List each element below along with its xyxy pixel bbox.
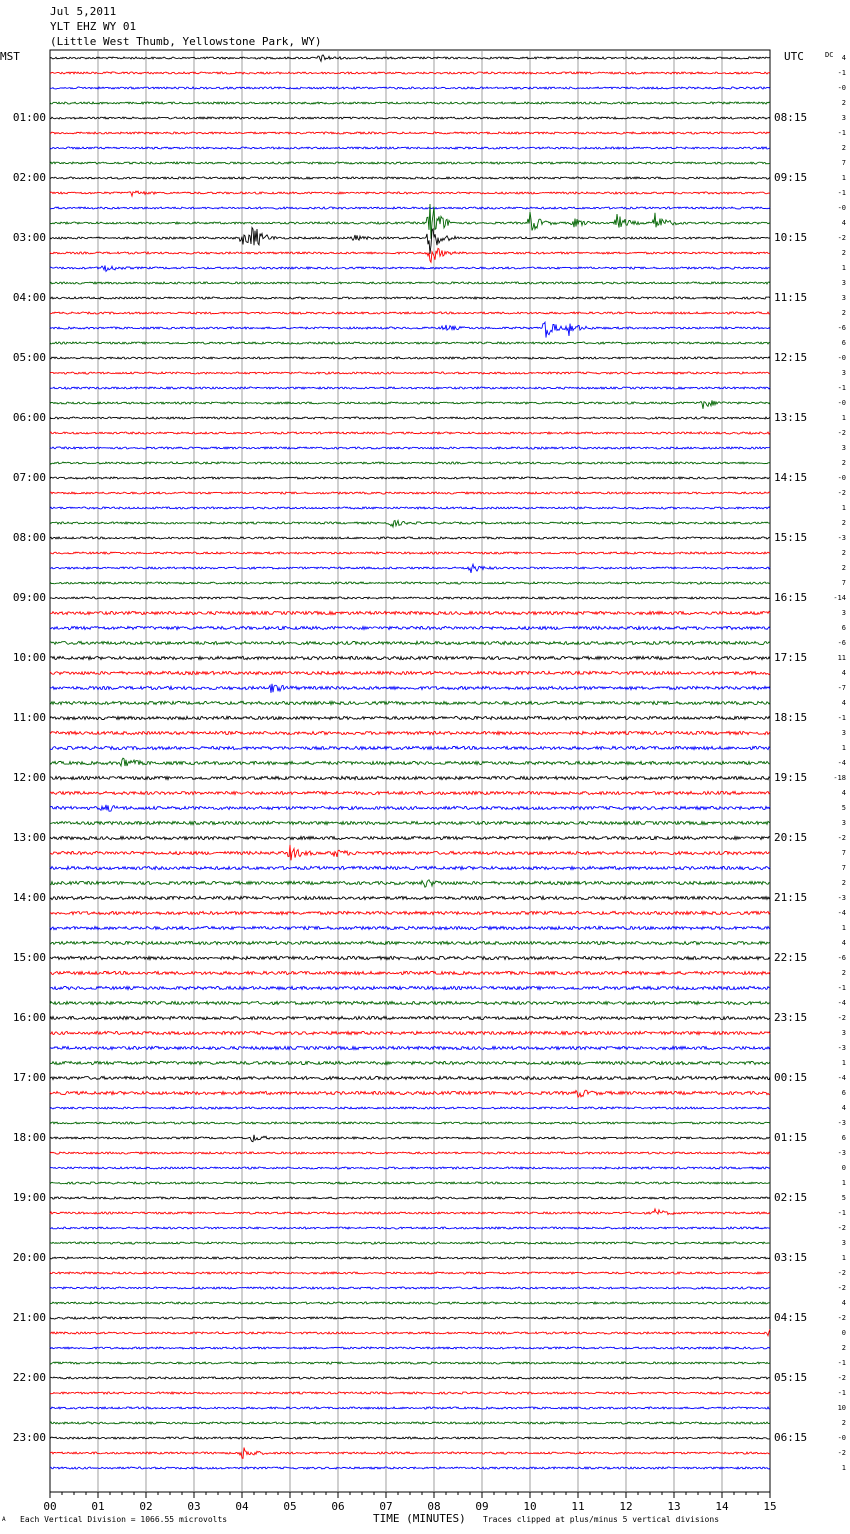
- trace-line: [50, 1437, 770, 1439]
- dc-offset-value: 4: [841, 699, 846, 707]
- trace-line: [50, 477, 770, 479]
- trace-line: [50, 866, 770, 869]
- dc-offset-value: -4: [837, 1074, 846, 1082]
- dc-offset-value: 2: [841, 309, 846, 317]
- dc-offset-value: 4: [841, 1104, 846, 1112]
- mst-hour-label: 15:00: [12, 951, 46, 964]
- dc-offset-value: 4: [841, 939, 846, 947]
- trace-line: [50, 836, 770, 839]
- trace-line: [50, 641, 770, 644]
- dc-offset-value: -0: [837, 399, 846, 407]
- utc-hour-label: 03:15: [774, 1251, 808, 1264]
- trace-line: [50, 1031, 770, 1034]
- trace-line: [50, 716, 770, 719]
- plot-frame: [50, 50, 770, 1492]
- trace-line: [50, 282, 770, 284]
- dc-offset-value: -6: [837, 639, 846, 647]
- x-tick-label: 08: [427, 1500, 441, 1513]
- trace-line: [50, 417, 770, 419]
- mst-hour-label: 06:00: [12, 411, 46, 424]
- trace-line: [50, 1090, 770, 1097]
- trace-line: [50, 1287, 770, 1289]
- trace-line: [50, 1167, 770, 1169]
- trace-line: [50, 492, 770, 494]
- trace-line: [50, 1152, 770, 1154]
- dc-offset-value: 2: [841, 879, 846, 887]
- trace-line: [50, 845, 770, 860]
- utc-hour-label: 14:15: [774, 471, 808, 484]
- mst-hour-label: 11:00: [12, 711, 46, 724]
- trace-line: [50, 1422, 770, 1424]
- trace-line: [50, 896, 770, 899]
- dc-offset-value: 5: [841, 1194, 846, 1202]
- station-code: YLT EHZ WY 01: [50, 20, 137, 33]
- dc-offset-value: -14: [833, 594, 846, 602]
- dc-offset-value: 7: [841, 579, 846, 587]
- dc-offset-value: 2: [841, 1419, 846, 1427]
- trace-line: [50, 1107, 770, 1109]
- utc-hour-label: 06:15: [774, 1431, 808, 1444]
- trace-line: [50, 821, 770, 824]
- trace-line: [50, 1046, 770, 1049]
- mst-hour-label: 13:00: [12, 831, 46, 844]
- trace-line: [50, 248, 770, 262]
- trace-line: [50, 582, 770, 584]
- mst-hour-label: 05:00: [12, 351, 46, 364]
- x-tick-label: 01: [91, 1500, 105, 1513]
- dc-offset-value: -2: [837, 1314, 846, 1322]
- utc-hour-label: 20:15: [774, 831, 808, 844]
- trace-line: [50, 1362, 770, 1364]
- trace-line: [50, 191, 770, 196]
- trace-line: [50, 507, 770, 509]
- trace-line: [50, 521, 770, 527]
- dc-offset-value: -7: [837, 684, 846, 692]
- x-tick-label: 15: [763, 1500, 777, 1513]
- utc-hour-label: 08:15: [774, 111, 808, 124]
- dc-offset-value: 1: [841, 1179, 846, 1187]
- dc-offset-value: -4: [837, 909, 846, 917]
- dc-offset-value: 0: [841, 1164, 846, 1172]
- mst-hour-label: 07:00: [12, 471, 46, 484]
- dc-offset-value: 3: [841, 114, 846, 122]
- dc-offset-value: 1: [841, 414, 846, 422]
- dc-offset-value: -4: [837, 759, 846, 767]
- dc-offset-value: 1: [841, 924, 846, 932]
- x-tick-label: 11: [571, 1500, 585, 1513]
- x-tick-label: 13: [667, 1500, 681, 1513]
- dc-offset-value: -2: [837, 489, 846, 497]
- dc-offset-value: 2: [841, 969, 846, 977]
- trace-line: [50, 102, 770, 104]
- utc-hour-label: 09:15: [774, 171, 808, 184]
- trace-line: [50, 926, 770, 929]
- trace-line: [50, 956, 770, 959]
- trace-line: [50, 1317, 770, 1319]
- utc-hour-label: 11:15: [774, 291, 808, 304]
- left-timezone-label: MST: [0, 50, 20, 63]
- trace-line: [50, 322, 770, 337]
- mst-hour-label: 01:00: [12, 111, 46, 124]
- dc-offset-value: -18: [833, 774, 846, 782]
- dc-offset-value: -0: [837, 84, 846, 92]
- trace-line: [50, 564, 770, 573]
- utc-hour-label: 10:15: [774, 231, 808, 244]
- dc-offset-value: 4: [841, 789, 846, 797]
- x-tick-label: 10: [523, 1500, 537, 1513]
- dc-offset-value: 4: [841, 219, 846, 227]
- trace-line: [50, 1122, 770, 1124]
- trace-line: [50, 297, 770, 299]
- trace-line: [50, 1329, 770, 1336]
- trace-line: [50, 1061, 770, 1064]
- trace-line: [50, 1392, 770, 1394]
- dc-offset-value: 11: [837, 654, 846, 662]
- trace-line: [50, 1347, 770, 1349]
- dc-offset-value: 6: [841, 624, 846, 632]
- trace-line: [50, 55, 770, 61]
- dc-offset-value: -2: [837, 1269, 846, 1277]
- mst-hour-label: 16:00: [12, 1011, 46, 1024]
- trace-line: [50, 805, 770, 811]
- dc-offset-value: 7: [841, 159, 846, 167]
- mst-hour-label: 22:00: [12, 1371, 46, 1384]
- trace-line: [50, 671, 770, 674]
- mst-hour-label: 17:00: [12, 1071, 46, 1084]
- dc-offset-value: -2: [837, 1374, 846, 1382]
- x-axis-title: TIME (MINUTES): [373, 1512, 466, 1525]
- mst-hour-label: 09:00: [12, 591, 46, 604]
- x-tick-label: 04: [235, 1500, 249, 1513]
- trace-line: [50, 941, 770, 944]
- dc-offset-value: 6: [841, 1134, 846, 1142]
- utc-hour-label: 22:15: [774, 951, 808, 964]
- dc-offset-value: -2: [837, 1014, 846, 1022]
- trace-line: [50, 387, 770, 389]
- trace-line: [50, 1377, 770, 1379]
- dc-offset-value: 0: [841, 1329, 846, 1337]
- dc-offset-value: -2: [837, 234, 846, 242]
- dc-offset-value: 1: [841, 1464, 846, 1472]
- x-tick-label: 06: [331, 1500, 345, 1513]
- utc-hour-label: 12:15: [774, 351, 808, 364]
- dc-offset-value: -0: [837, 474, 846, 482]
- trace-line: [50, 611, 770, 614]
- trace-line: [50, 1407, 770, 1409]
- dc-offset-value: 3: [841, 279, 846, 287]
- dc-offset-value: -2: [837, 1284, 846, 1292]
- dc-offset-value: 2: [841, 249, 846, 257]
- trace-line: [50, 1182, 770, 1184]
- utc-hour-label: 23:15: [774, 1011, 808, 1024]
- trace-line: [50, 204, 770, 239]
- trace-line: [50, 132, 770, 134]
- trace-line: [50, 758, 770, 766]
- dc-offset-value: -0: [837, 1434, 846, 1442]
- dc-offset-value: 1: [841, 504, 846, 512]
- trace-line: [50, 731, 770, 734]
- trace-line: [50, 1227, 770, 1229]
- mst-hour-label: 21:00: [12, 1311, 46, 1324]
- dc-offset-value: 6: [841, 1089, 846, 1097]
- trace-line: [50, 432, 770, 434]
- utc-hour-label: 04:15: [774, 1311, 808, 1324]
- dc-offset-value: -1: [837, 384, 846, 392]
- trace-line: [50, 911, 770, 914]
- trace-line: [50, 177, 770, 179]
- dc-offset-header: DC: [825, 51, 834, 59]
- utc-hour-label: 19:15: [774, 771, 808, 784]
- trace-line: [50, 147, 770, 149]
- trace-line: [50, 1001, 770, 1004]
- dc-offset-value: -1: [837, 69, 846, 77]
- dc-offset-value: -3: [837, 894, 846, 902]
- dc-offset-value: 2: [841, 519, 846, 527]
- dc-offset-value: 2: [841, 459, 846, 467]
- x-tick-label: 09: [475, 1500, 489, 1513]
- dc-offset-value: 3: [841, 444, 846, 452]
- dc-offset-value: -3: [837, 534, 846, 542]
- dc-offset-value: -1: [837, 714, 846, 722]
- clip-note: Traces clipped at plus/minus 5 vertical divisions: [483, 1515, 720, 1524]
- mst-hour-label: 03:00: [12, 231, 46, 244]
- trace-line: [50, 1257, 770, 1259]
- dc-offset-value: -2: [837, 1449, 846, 1457]
- dc-offset-value: 3: [841, 729, 846, 737]
- trace-line: [50, 357, 770, 359]
- trace-line: [50, 880, 770, 887]
- dc-offset-value: -1: [837, 189, 846, 197]
- dc-offset-value: -1: [837, 1389, 846, 1397]
- utc-hour-label: 15:15: [774, 531, 808, 544]
- dc-offset-value: 4: [841, 669, 846, 677]
- scale-note: Each Vertical Division = 1066.55 microvolts: [20, 1515, 228, 1524]
- mst-hour-label: 18:00: [12, 1131, 46, 1144]
- dc-offset-value: -3: [837, 1044, 846, 1052]
- plot-date: Jul 5,2011: [50, 5, 117, 18]
- trace-line: [50, 1242, 770, 1244]
- trace-line: [50, 1272, 770, 1274]
- dc-offset-value: -2: [837, 1224, 846, 1232]
- trace-line: [50, 1197, 770, 1199]
- trace-line: [50, 986, 770, 989]
- trace-line: [50, 342, 770, 344]
- trace-line: [50, 400, 770, 409]
- trace-line: [50, 228, 770, 254]
- dc-offset-value: 1: [841, 1254, 846, 1262]
- dc-offset-value: 1: [841, 174, 846, 182]
- trace-line: [50, 776, 770, 779]
- x-tick-label: 14: [715, 1500, 729, 1513]
- dc-offset-value: 3: [841, 369, 846, 377]
- trace-line: [50, 537, 770, 539]
- dc-offset-value: -4: [837, 999, 846, 1007]
- trace-line: [50, 656, 770, 659]
- utc-hour-label: 02:15: [774, 1191, 808, 1204]
- dc-offset-value: 6: [841, 339, 846, 347]
- utc-hour-label: 01:15: [774, 1131, 808, 1144]
- trace-line: [50, 266, 770, 272]
- dc-offset-value: -1: [837, 1359, 846, 1367]
- dc-offset-value: 10: [837, 1404, 846, 1412]
- dc-offset-value: -0: [837, 204, 846, 212]
- dc-offset-value: 3: [841, 294, 846, 302]
- dc-offset-value: -6: [837, 954, 846, 962]
- utc-hour-label: 00:15: [774, 1071, 808, 1084]
- station-location: (Little West Thumb, Yellowstone Park, WY): [50, 35, 322, 48]
- mst-hour-label: 20:00: [12, 1251, 46, 1264]
- dc-offset-value: 2: [841, 549, 846, 557]
- trace-line: [50, 312, 770, 314]
- trace-line: [50, 552, 770, 554]
- x-tick-label: 07: [379, 1500, 393, 1513]
- mst-hour-label: 23:00: [12, 1431, 46, 1444]
- trace-line: [50, 1135, 770, 1142]
- trace-line: [50, 1467, 770, 1469]
- trace-line: [50, 1448, 770, 1459]
- utc-hour-label: 21:15: [774, 891, 808, 904]
- trace-line: [50, 684, 770, 693]
- mst-hour-label: 14:00: [12, 891, 46, 904]
- dc-offset-value: 3: [841, 819, 846, 827]
- mst-hour-label: 02:00: [12, 171, 46, 184]
- trace-line: [50, 971, 770, 974]
- dc-offset-value: 4: [841, 1299, 846, 1307]
- trace-line: [50, 1302, 770, 1304]
- footer-mark: A: [2, 1516, 6, 1523]
- trace-line: [50, 72, 770, 74]
- mst-hour-label: 08:00: [12, 531, 46, 544]
- x-tick-label: 02: [139, 1500, 153, 1513]
- trace-line: [50, 87, 770, 89]
- mst-hour-label: 19:00: [12, 1191, 46, 1204]
- mst-hour-label: 12:00: [12, 771, 46, 784]
- trace-line: [50, 626, 770, 629]
- dc-offset-value: 3: [841, 1029, 846, 1037]
- dc-offset-value: 7: [841, 864, 846, 872]
- trace-line: [50, 372, 770, 374]
- trace-line: [50, 1076, 770, 1079]
- dc-offset-value: -1: [837, 984, 846, 992]
- dc-offset-value: -1: [837, 129, 846, 137]
- trace-line: [50, 746, 770, 749]
- x-tick-label: 05: [283, 1500, 297, 1513]
- dc-offset-value: -3: [837, 1119, 846, 1127]
- dc-offset-value: 3: [841, 609, 846, 617]
- dc-offset-value: 5: [841, 804, 846, 812]
- dc-offset-value: 1: [841, 1059, 846, 1067]
- trace-line: [50, 117, 770, 119]
- dc-offset-value: 2: [841, 144, 846, 152]
- trace-line: [50, 597, 770, 599]
- trace-line: [50, 1016, 770, 1019]
- trace-line: [50, 447, 770, 449]
- dc-offset-value: 2: [841, 1344, 846, 1352]
- dc-offset-value: -6: [837, 324, 846, 332]
- mst-hour-label: 04:00: [12, 291, 46, 304]
- dc-offset-value: -2: [837, 834, 846, 842]
- dc-offset-value: -1: [837, 1209, 846, 1217]
- utc-hour-label: 17:15: [774, 651, 808, 664]
- dc-offset-value: 2: [841, 564, 846, 572]
- trace-line: [50, 701, 770, 704]
- dc-offset-value: 1: [841, 744, 846, 752]
- dc-offset-value: 1: [841, 264, 846, 272]
- trace-line: [50, 162, 770, 164]
- x-tick-label: 12: [619, 1500, 633, 1513]
- mst-hour-label: 10:00: [12, 651, 46, 664]
- trace-line: [50, 462, 770, 464]
- dc-offset-value: 2: [841, 99, 846, 107]
- utc-hour-label: 18:15: [774, 711, 808, 724]
- utc-hour-label: 16:15: [774, 591, 808, 604]
- dc-offset-value: 3: [841, 1239, 846, 1247]
- dc-offset-value: 4: [841, 54, 846, 62]
- dc-offset-value: -3: [837, 1149, 846, 1157]
- dc-offset-value: -0: [837, 354, 846, 362]
- x-tick-label: 03: [187, 1500, 201, 1513]
- dc-offset-value: 7: [841, 849, 846, 857]
- dc-offset-value: -2: [837, 429, 846, 437]
- x-tick-label: 00: [43, 1500, 57, 1513]
- trace-line: [50, 207, 770, 209]
- trace-line: [50, 791, 770, 794]
- right-timezone-label: UTC: [784, 50, 804, 63]
- utc-hour-label: 05:15: [774, 1371, 808, 1384]
- trace-line: [50, 1209, 770, 1215]
- utc-hour-label: 13:15: [774, 411, 808, 424]
